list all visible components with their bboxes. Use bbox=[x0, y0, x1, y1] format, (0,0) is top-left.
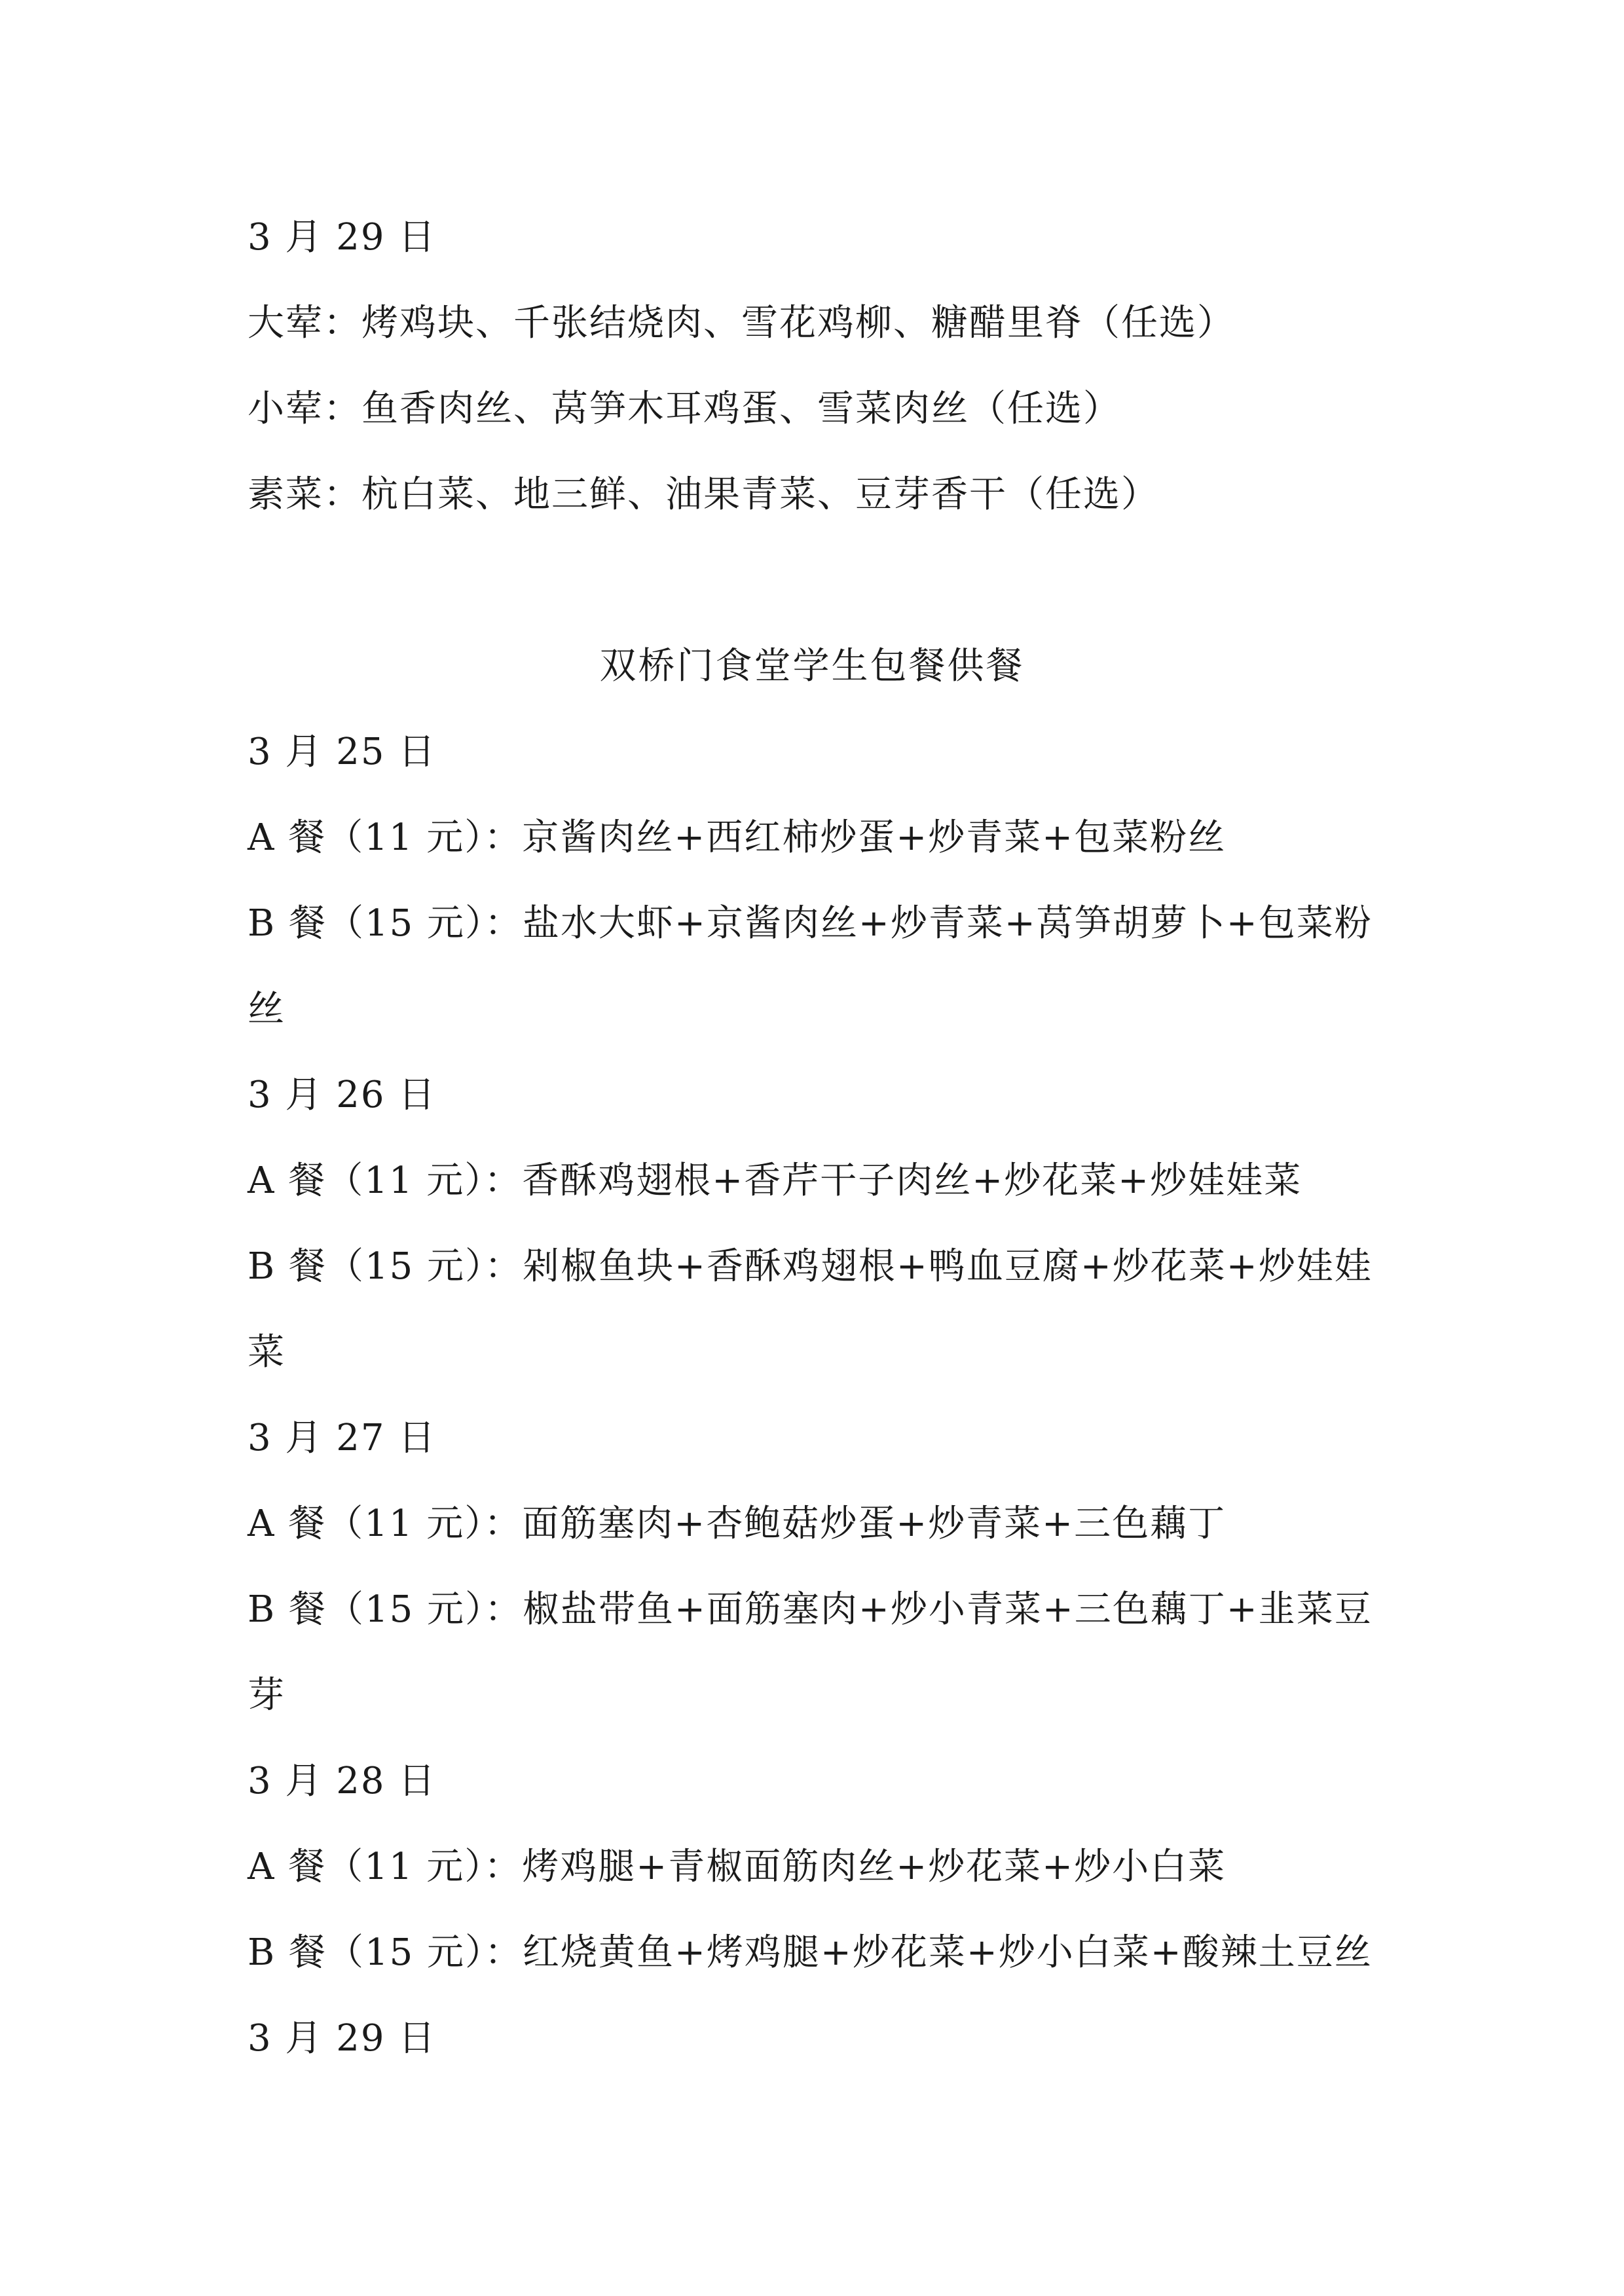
a-meal-line: A 餐（11 元）：面筋塞肉+杏鲍菇炒蛋+炒青菜+三色藕丁 bbox=[248, 1503, 1227, 1545]
a-meal-line: A 餐（11 元）：香酥鸡翅根+香芹干子肉丝+炒花菜+炒娃娃菜 bbox=[248, 1159, 1302, 1202]
date-line: 3 月 26 日 bbox=[248, 1074, 437, 1116]
b-meal-line: B 餐（15 元）：红烧黄鱼+烤鸡腿+炒花菜+炒小白菜+酸辣土豆丝 bbox=[248, 1931, 1373, 1974]
date-line: 3 月 25 日 bbox=[248, 731, 437, 773]
vegetable-line: 素菜：杭白菜、地三鲜、油果青菜、豆芽香干（任选） bbox=[248, 473, 1159, 516]
b-meal-line-continued: 芽 bbox=[248, 1674, 286, 1717]
date-line: 3 月 29 日 bbox=[248, 2017, 437, 2060]
a-meal-line: A 餐（11 元）：烤鸡腿+青椒面筋肉丝+炒花菜+炒小白菜 bbox=[248, 1846, 1227, 1888]
b-meal-line: B 餐（15 元）：盐水大虾+京酱肉丝+炒青菜+莴笋胡萝卜+包菜粉 bbox=[248, 902, 1373, 945]
date-line: 3 月 27 日 bbox=[248, 1417, 437, 1459]
a-meal-line: A 餐（11 元）：京酱肉丝+西红柿炒蛋+炒青菜+包菜粉丝 bbox=[248, 816, 1227, 859]
b-meal-line: B 餐（15 元）：剁椒鱼块+香酥鸡翅根+鸭血豆腐+炒花菜+炒娃娃 bbox=[248, 1245, 1373, 1288]
section-title: 双桥门食堂学生包餐供餐 bbox=[599, 645, 1025, 687]
b-meal-line: B 餐（15 元）：椒盐带鱼+面筋塞肉+炒小青菜+三色藕丁+韭菜豆 bbox=[248, 1588, 1373, 1631]
big-meat-line: 大荤：烤鸡块、千张结烧肉、雪花鸡柳、糖醋里脊（任选） bbox=[248, 302, 1235, 344]
date-line: 3 月 28 日 bbox=[248, 1760, 437, 1802]
small-meat-line: 小荤：鱼香肉丝、莴笋木耳鸡蛋、雪菜肉丝（任选） bbox=[248, 388, 1121, 430]
b-meal-line-continued: 丝 bbox=[248, 988, 286, 1030]
date-line: 3 月 29 日 bbox=[248, 216, 437, 259]
b-meal-line-continued: 菜 bbox=[248, 1331, 286, 1374]
